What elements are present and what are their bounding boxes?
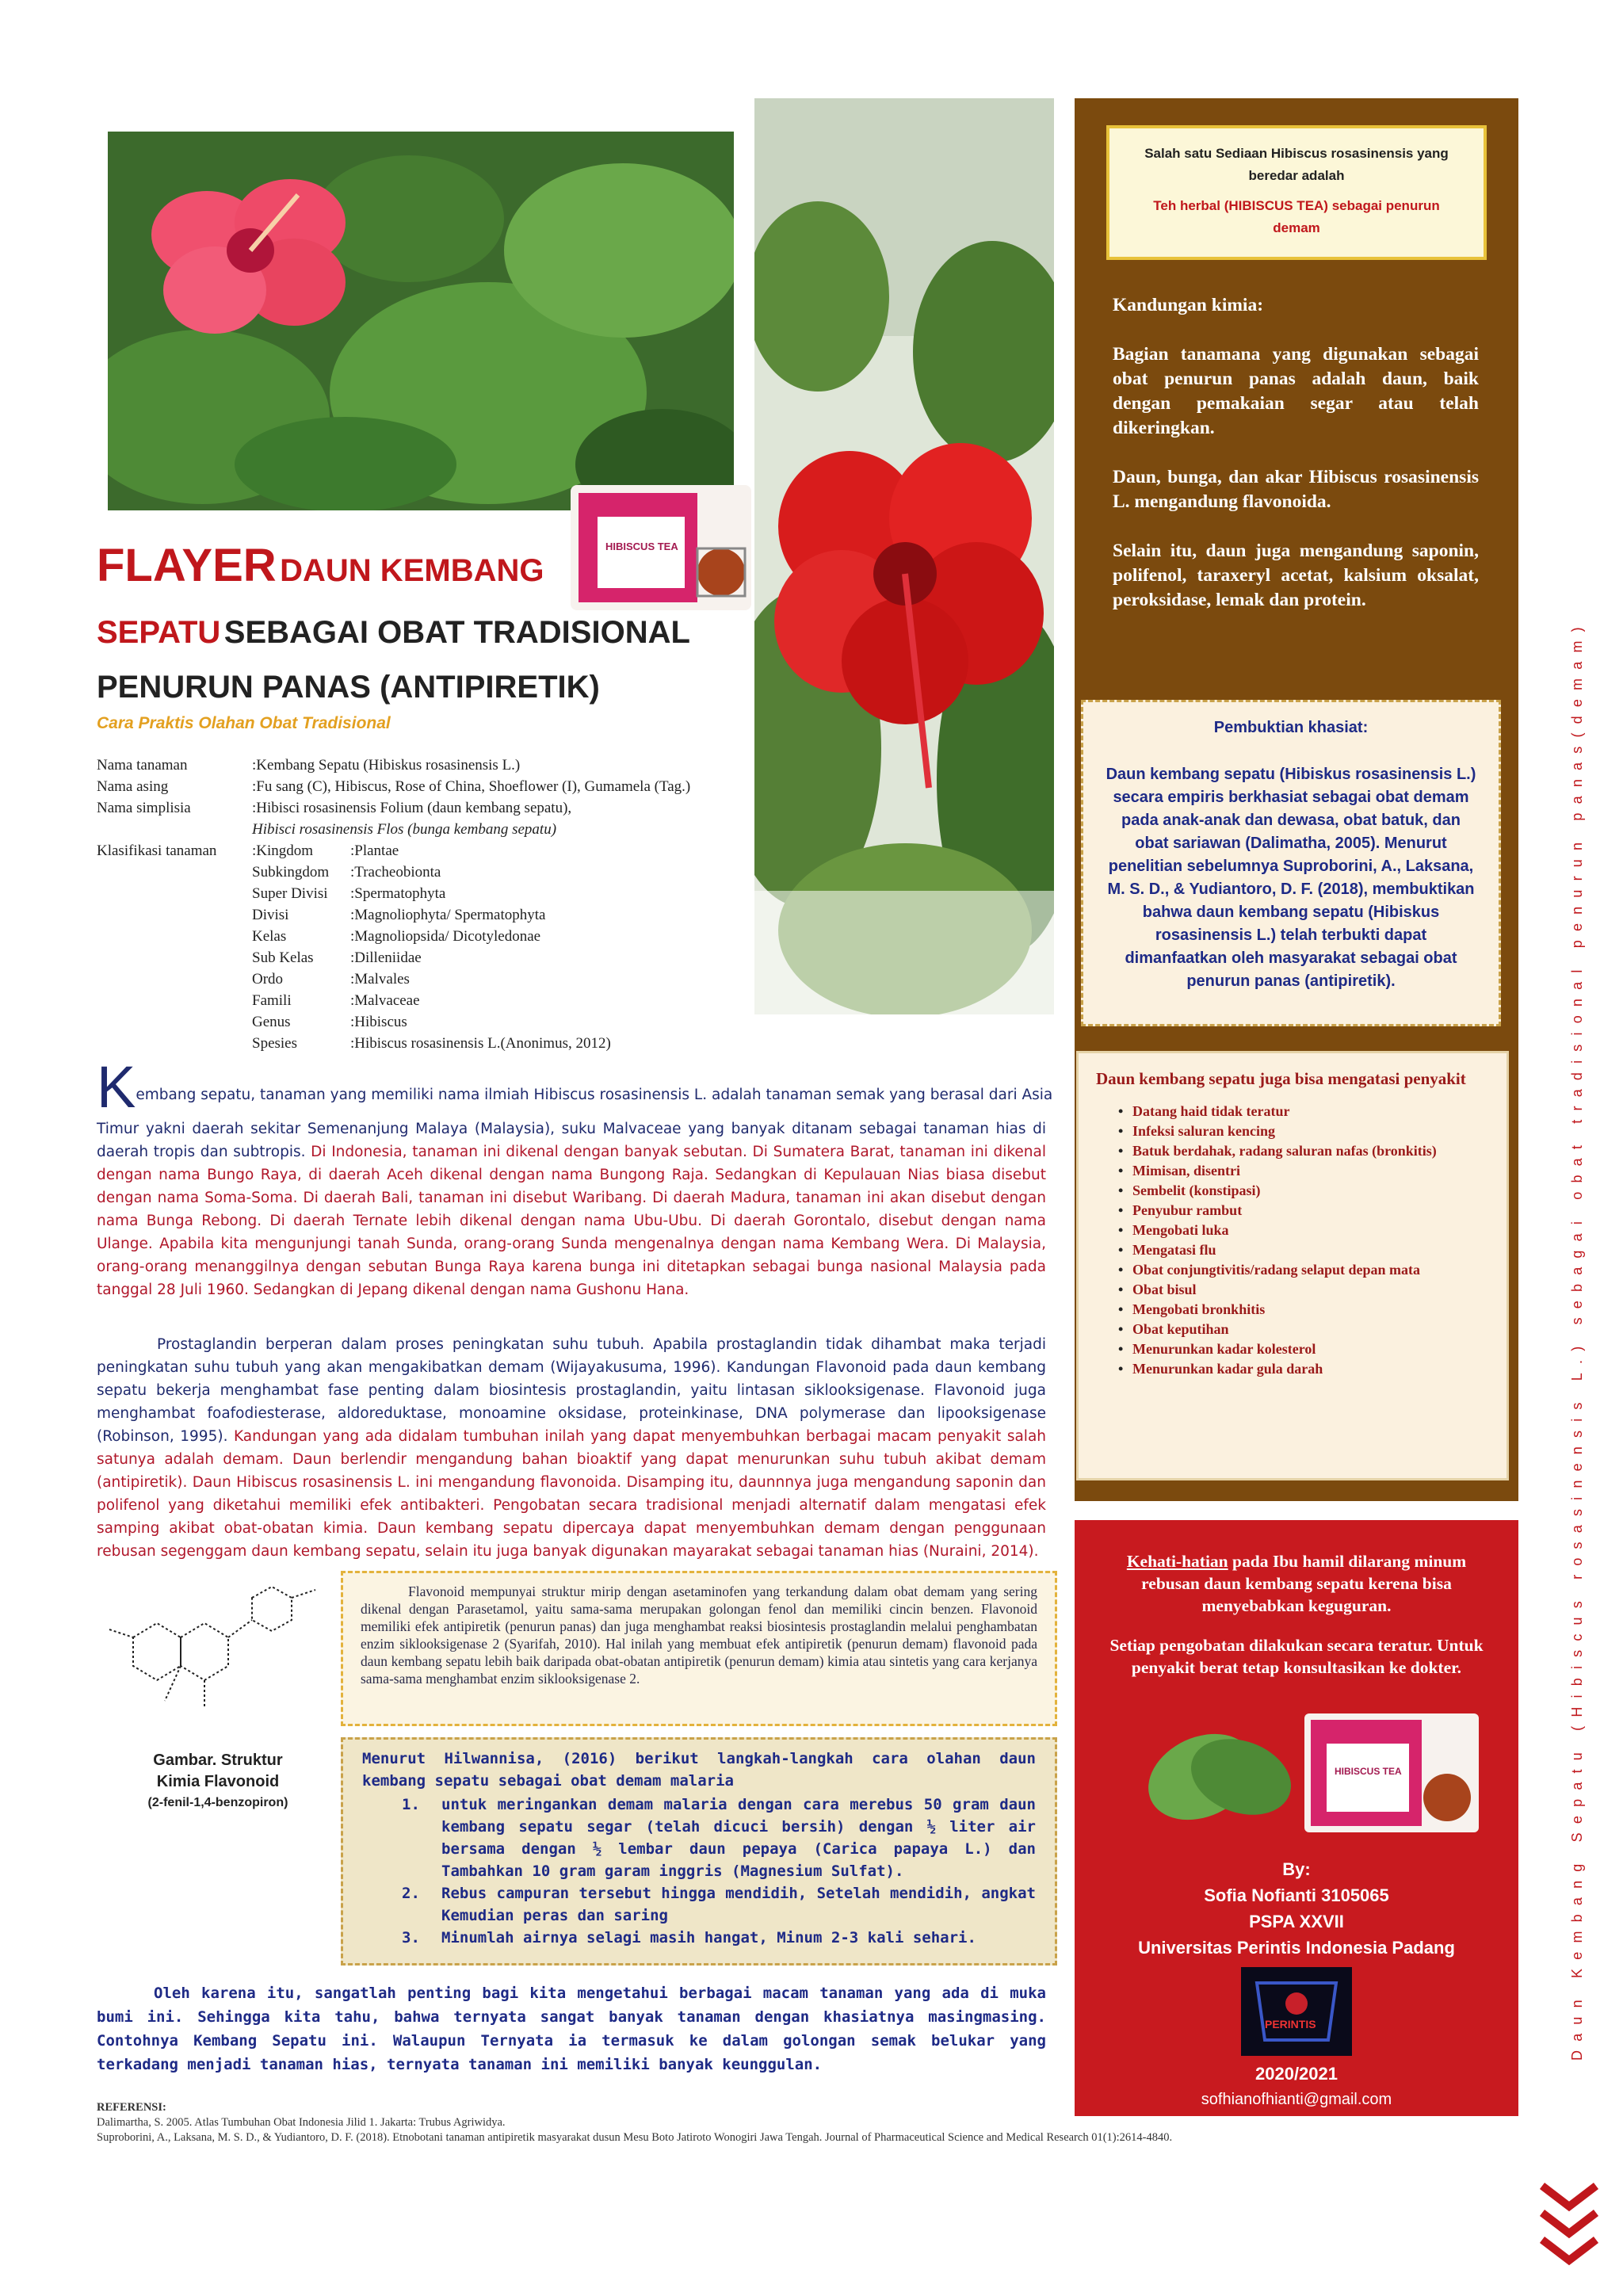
class-value: :Tracheobionta: [350, 864, 441, 881]
warning-underline: Kehati-hatian: [1126, 1552, 1228, 1571]
intro-first-line: embang sepatu, tanaman yang memiliki nama ilmiah Hibiscus rosasinensis L. adalah tanaman semak yang berasal dari Asia: [136, 1087, 1053, 1103]
recipe-intro: Menurut Hilwannisa, (2016) berikut langkah-langkah cara olahan daun kembang sepatu sebagai obat demam malaria: [362, 1750, 1036, 1790]
pembuktian-body: Daun kembang sepatu (Hibiskus rosasinensis L.) secara empiris berkhasiat sebagai obat demam pada anak-anak dan dewasa, obat batuk, dan obat sariawan (Dalimatha, 2005). Menurut penelitian sebelumnya Suproborini, A., Laksana, M. S. D., & Yudiantoro, D. F. (2018), membuktikan bahwa daun kembang sepatu (Hibiskus rosasinensis L.) telah terbukti dapat dimanfaatkan oleh masyarakat sebagai obat penurun panas (antipiretik).: [1106, 766, 1476, 990]
kandungan-kimia: [1113, 293, 1479, 613]
list-item: • Obat conjungtivitis/radang selaput depan mata: [1079, 1260, 1507, 1280]
list-item: • Menurunkan kadar kolesterol: [1079, 1339, 1507, 1359]
hibiscus-flower-photo: [754, 98, 1054, 1014]
list-item: • Menurunkan kadar gula darah: [1079, 1359, 1507, 1379]
pembuktian-box: [1081, 700, 1501, 1026]
warning-text: [1075, 1520, 1518, 1617]
product-label: HIBISCUS TEA: [605, 541, 678, 552]
list-item: • Mimisan, disentri: [1079, 1161, 1507, 1181]
class-row: [97, 990, 747, 1011]
taxonomy-row: [97, 819, 747, 840]
flavonoid-structure-diagram: [101, 1582, 331, 1725]
class-key: Subkingdom: [252, 864, 330, 881]
taxonomy-row: [97, 755, 747, 776]
hibiscus-tea-box-image: [1304, 1713, 1479, 1832]
class-row: [97, 926, 747, 947]
recipe-step: [362, 1794, 1036, 1882]
prostaglandin-text: [97, 1333, 1046, 1563]
prostaglandin-red-text: Kandungan yang ada didalam tumbuhan inilah yang dapat menyembuhkan berbagai macam penyakit salah satunya adalah demam. Daun berlendir mengandung bahan bioaktif yang dapat menurunkan suhu tubuh akibat demam (antipiretik). Daun Hibiscus rosasinensis L. ini mengandung flavonoida. Disamping itu, daunnnya juga mengandung saponin dan polifenol yang diketahui memiliki efek antibakteri. Pengobatan secara tradisional menjadi alternatif dalam mengatasi efek samping akibat obat-obatan kimia. Daun kembang sepatu dipercaya dapat menyembuhkan demam dengan penggunaan rebusan segenggam daun kembang sepatu, selain itu juga banyak digunakan mayarakat sebagai tanaman hias (Nuraini, 2014).: [97, 1428, 1046, 1560]
chevron-down-icon: [1537, 2181, 1601, 2284]
step-text: untuk meringankan demam malaria dengan cara merebus 50 gram daun kembang sepatu segar (telah dicuci bersih) dengan ½ liter air bersama dengan ½ lembar daun pepaya (Carica papaya L.) dan Tambahkan 10 gram garam inggris (Magnesium Sulfat).: [441, 1796, 1036, 1880]
class-row: [97, 1033, 747, 1054]
list-item: • Batuk berdahak, radang saluran nafas (bronkitis): [1079, 1141, 1507, 1161]
class-value: :Plantae: [350, 842, 399, 859]
author-info: [1075, 1856, 1518, 1961]
step-number: 1.: [402, 1796, 420, 1813]
kandungan-paragraph: Bagian tanamana yang digunakan sebagai obat penurun panas adalah daun, baik dengan pemakaian segar atau telah dikeringkan.: [1113, 344, 1479, 438]
class-value: :Spermatophyta: [350, 885, 446, 902]
penyakit-box: [1076, 1051, 1509, 1480]
pembuktian-heading: Pembuktian khasiat:: [1213, 719, 1369, 736]
penyakit-list: [1079, 1102, 1507, 1379]
caption-line: Gambar. Struktur: [153, 1752, 283, 1769]
advice-line: Setiap pengobatan dilakukan secara teratur. Untuk penyakit berat tetap konsultasikan ke dokter.: [1109, 1636, 1484, 1677]
taxonomy-row: [97, 776, 747, 797]
author-program: PSPA XXVII: [1249, 1912, 1344, 1931]
step-number: 2.: [402, 1885, 420, 1902]
reference-item: Suproborini, A., Laksana, M. S. D., & Yudiantoro, D. F. (2018). Etnobotani tanaman antipiretik masyarakat dusun Mesu Boto Jatiroto Wonogiri Jawa Tengah. Journal of Pharmaceutical Science and Medical Research 01(1):2614-4840.: [97, 2131, 1173, 2144]
class-value: :Magnoliopsida/ Dicotyledonae: [350, 928, 541, 945]
flavonoid-info-box: Flavonoid mempunyai struktur mirip dengan asetaminofen yang terkandung dalam obat demam yang sering dikenal dengan Parasetamol, yaitu sama-sama merupakan golongan fenol dan memiliki cincin benzen. Flavonoid memiliki efek antipiretik (penurun panas) dan juga menghambat reaksi biosintesis prostaglandin melalui penghambatan enzim siklooksigenase 2 (Syarifah, 2010). Hal inilah yang membuat efek antipiretik (penurun demam) flavonoid pada daun kembang sepatu lebih baik daripada obat-obatan antipiretik (penurun demam) kimia atau sintetis yang cara kerjanya sama-sama menghambat enzim siklooksigenase 2.: [341, 1571, 1057, 1726]
taxonomy-value: :Hibisci rosasinensis Folium (daun kembang sepatu),: [252, 800, 572, 816]
recipe-step: [362, 1882, 1036, 1927]
step-text: Rebus campuran tersebut hingga mendidih, Setelah mendidih, angkat Kemudian peras dan saring: [441, 1885, 1036, 1924]
step-number: 3.: [402, 1929, 420, 1946]
taxonomy-row: [97, 840, 747, 861]
list-item: • Datang haid tidak teratur: [1079, 1102, 1507, 1121]
class-row: [97, 861, 747, 883]
class-key: Kelas: [252, 928, 287, 945]
list-item: • Sembelit (konstipasi): [1079, 1181, 1507, 1201]
taxonomy-value: :Kembang Sepatu (Hibiskus rosasinensis L.): [252, 757, 521, 774]
class-value: :Malvaceae: [350, 992, 420, 1009]
taxonomy-key: Klasifikasi tanaman: [97, 842, 217, 859]
perintis-logo: [1241, 1967, 1352, 2056]
class-key: :Kingdom: [252, 842, 314, 859]
hibiscus-leaves-photo: [108, 132, 734, 510]
taxonomy-table: [97, 755, 747, 1054]
sediaan-product: Teh herbal (HIBISCUS TEA) sebagai penurun demam: [1153, 198, 1440, 235]
author-by: By:: [1282, 1859, 1311, 1879]
malaria-recipe-box: [341, 1737, 1057, 1966]
sediaan-text: Salah satu Sediaan Hibiscus rosasinensis yang beredar adalah: [1144, 146, 1449, 183]
class-key: Super Divisi: [252, 885, 328, 902]
page-title: [97, 539, 690, 737]
class-value: :Hibiscus: [350, 1014, 407, 1030]
warning-line: pada Ibu hamil dilarang minum rebusan daun kembang sepatu kerena bisa menyebabkan keguguran.: [1141, 1552, 1467, 1615]
author-email: sofhianofhianti@gmail.com: [1201, 2091, 1392, 2108]
title-penurun: PENURUN PANAS (ANTIPIRETIK): [97, 670, 600, 705]
kandungan-paragraph: Selain itu, daun juga mengandung saponin, polifenol, taraxeryl acetat, kalsium oksalat, peroksidase, lemak dan protein.: [1113, 541, 1479, 610]
list-item: • Mengobati bronkhitis: [1079, 1300, 1507, 1320]
list-item: • Infeksi saluran kencing: [1079, 1121, 1507, 1141]
taxonomy-row: [97, 797, 747, 819]
intro-red-text: Di Indonesia, tanaman ini dikenal dengan banyak sebutan. Di Sumatera Barat, tanaman ini dikenal dengan nama Bungo Raya, di daerah Aceh dikenal dengan nama Bungong Raja. Sedangkan di Kepulauan Nias biasa disebut dengan nama Soma-Soma. Di daerah Bali, tanaman ini disebut Waribang. Di daerah Madura, tanaman ini akan disebut dengan nama Bunga Rebong. Di daerah Ternate lebih dikenal dengan nama Ubu-Ubu. Di daerah Gorontalo, disebut dengan nama Ulange. Apabila kita mengunjungi tanah Sunda, orang-orang Sunda mengenalnya dengan nama Kembang Wera. Di Malaysia, orang-orang menanggilnya dengan sebutan Bunga Raya karena bunga ini ditetapkan sebagai bunga nasional Malaysia pada tanggal 28 Juli 1960. Sedangkan di Jepang dikenal dengan nama Gushonu Hana.: [97, 1144, 1046, 1298]
taxonomy-key: Nama simplisia: [97, 800, 191, 816]
class-key: Genus: [252, 1014, 291, 1030]
title-flayer: FLAYER: [97, 540, 277, 591]
class-key: Sub Kelas: [252, 949, 314, 966]
penyakit-heading: Daun kembang sepatu juga bisa mengatasi penyakit: [1096, 1069, 1466, 1088]
list-item: • Mengobati luka: [1079, 1221, 1507, 1240]
taxonomy-key: Nama tanaman: [97, 757, 188, 774]
class-row: [97, 968, 747, 990]
caption-line: Kimia Flavonoid: [156, 1773, 280, 1790]
caption-line: (2-fenil-1,4-benzopiron): [147, 1796, 288, 1809]
conclusion-text: Oleh karena itu, sangatlah penting bagi kita mengetahui berbagai macam tanaman yang ada di muka bumi ini. Sehingga kita tahu, bahwa ternyata sangat banyak tanaman dengan khasiatnya masingmasing. Contohnya Kembang Sepatu ini. Walaupun Ternyata ia termasuk ke dalam golongan semak belukar yang terkadang menjadi tanaman hias, ternyata tanaman ini memiliki banyak keunggulan.: [97, 1985, 1046, 2073]
kandungan-heading: Kandungan kimia:: [1113, 295, 1264, 315]
author-red-panel: [1075, 1520, 1518, 2116]
intro-text: [97, 1054, 1053, 1301]
reference-item: Dalimartha, S. 2005. Atlas Tumbuhan Obat Indonesia Jilid 1. Jakarta: Trubus Agriwidya.: [97, 2116, 506, 2129]
title-daun-kembang: DAUN KEMBANG: [280, 553, 544, 588]
sediaan-box: [1106, 125, 1487, 260]
class-value: :Malvales: [350, 971, 410, 988]
taxonomy-key: Nama asing: [97, 778, 169, 795]
taxonomy-value: Hibisci rosasinensis Flos (bunga kembang sepatu): [252, 821, 557, 838]
list-item: • Mengatasi flu: [1079, 1240, 1507, 1260]
class-key: Famili: [252, 992, 292, 1009]
class-row: [97, 947, 747, 968]
author-university: Universitas Perintis Indonesia Padang: [1138, 1938, 1455, 1958]
vertical-side-title: [1545, 618, 1593, 2061]
author-year: 2020/2021: [1255, 2064, 1338, 2084]
vertical-text: Daun Kembang Sepatu (Hibiscus rosasinensis L.) sebagai obat tradisional penurun panas(demam): [1569, 618, 1585, 2061]
step-text: Minumlah airnya selagi masih hangat, Minum 2-3 kali sehari.: [441, 1929, 976, 1946]
class-row: [97, 904, 747, 926]
taxonomy-value: :Fu sang (C), Hibiscus, Rose of China, Shoeflower (I), Gumamela (Tag.): [252, 778, 691, 795]
class-row: [97, 883, 747, 904]
class-key: Divisi: [252, 907, 289, 923]
subtitle: Cara Praktis Olahan Obat Tradisional: [97, 714, 391, 732]
drop-cap: K: [97, 1054, 136, 1120]
references-label: REFERENSI:: [97, 2101, 166, 2114]
logo-text: PERINTIS: [1265, 2018, 1316, 2030]
hibiscus-leaf-image: [1146, 1713, 1292, 1832]
list-item: • Penyubur rambut: [1079, 1201, 1507, 1221]
structure-caption: [111, 1750, 325, 1813]
title-sebagai: SEBAGAI OBAT TRADISIONAL: [223, 615, 690, 650]
class-value: :Dilleniidae: [350, 949, 422, 966]
class-value: :Magnoliophyta/ Spermatophyta: [350, 907, 546, 923]
author-name: Sofia Nofianti 3105065: [1204, 1885, 1389, 1905]
product-label: HIBISCUS TEA: [1335, 1766, 1402, 1777]
kandungan-paragraph: Daun, bunga, dan akar Hibiscus rosasinensis L. mengandung flavonoida.: [1113, 467, 1479, 512]
class-key: Ordo: [252, 971, 284, 988]
recipe-step: [362, 1927, 1036, 1949]
list-item: • Obat bisul: [1079, 1280, 1507, 1300]
class-key: Spesies: [252, 1035, 297, 1052]
title-sepatu: SEPATU: [97, 615, 221, 650]
prostaglandin-blue-text: Prostaglandin berperan dalam proses peningkatan suhu tubuh. Apabila prostaglandin tidak dihambat maka terjadi peningkatan suhu tubuh yang akan mengakibatkan demam (Wijayakusuma, 1996). Kandungan Flavonoid pada daun kembang sepatu bekerja menghambat fase penting dalam biosintesis prostaglandin, yaitu lintasan siklooksigenase. Flavonoid juga menghambat foafodiesterase, aldoreduktase, monoamine oksidase, proteinkinase, DNA polymerase dan lipooksigenase (Robinson, 1995).: [97, 1336, 1046, 1445]
intro-blue-text: Timur yakni daerah sekitar Semenanjung Malaya (Malaysia), suku Malvaceae yang banyak ditanam sebagai tanaman hias di daerah tropis dan subtropis.: [97, 1121, 1046, 1160]
class-row: [97, 1011, 747, 1033]
class-value: :Hibiscus rosasinensis L.(Anonimus, 2012): [350, 1035, 611, 1052]
list-item: • Obat keputihan: [1079, 1320, 1507, 1339]
